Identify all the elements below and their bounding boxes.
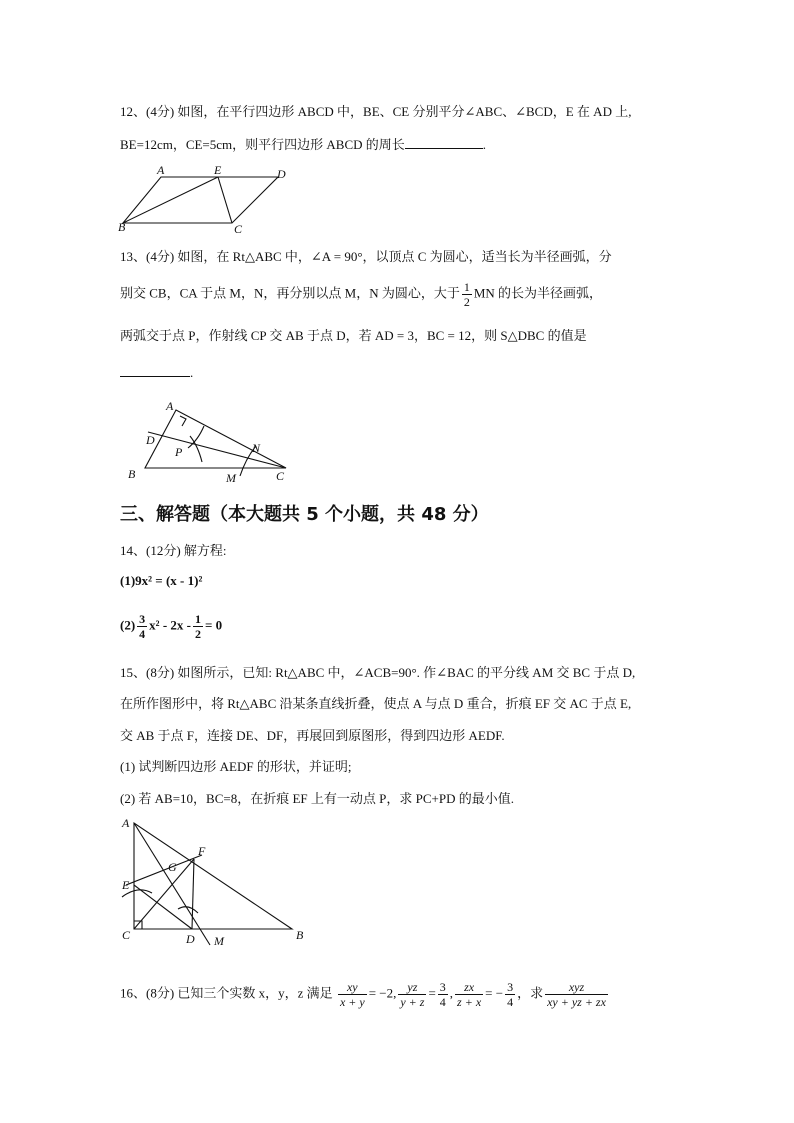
right-angle-mark	[180, 416, 186, 426]
label-g: G	[168, 860, 177, 874]
label-c: C	[122, 928, 131, 942]
eq2-middle: x² - 2x -	[149, 617, 191, 633]
fraction-denominator: 2	[463, 295, 470, 309]
fraction-3-4-neg	[505, 980, 515, 1009]
section-title: 三、解答题（本大题共 5 个小题，共 48 分）	[120, 504, 489, 525]
fraction-denominator: 4	[439, 995, 446, 1009]
fraction-3-4	[137, 612, 147, 641]
q15-line2: 在所作图形中，将 Rt△ABC 沿某条直线折叠，使点 A 与点 D 重合，折痕 EF 交 AC 于点 E,	[120, 696, 632, 711]
fraction-numerator: 1	[463, 280, 470, 294]
q16-prefix: 16、(8分) 已知三个实数 x，y，z 满足	[120, 985, 333, 1001]
fraction-denominator: 2	[194, 627, 201, 641]
fraction-xy	[338, 980, 367, 1009]
fraction-1-2	[193, 612, 203, 641]
q12-line2-end: .	[482, 137, 487, 152]
q15-line4: (1) 试判断四边形 AEDF 的形状，并证明;	[120, 759, 352, 774]
eq2-prefix: (2)	[120, 617, 136, 633]
label-f: F	[198, 844, 206, 858]
label-b: B	[296, 928, 304, 942]
label-c: C	[234, 222, 243, 236]
label-d: D	[277, 167, 286, 181]
fraction-numerator: 1	[194, 612, 201, 626]
label-c: C	[276, 469, 285, 483]
ray-cd	[148, 432, 286, 468]
q12-line2-text: BE=12cm，CE=5cm，则平行四边形 ABCD 的周长	[120, 137, 405, 152]
q16-sep: ,	[449, 985, 454, 1001]
eq2-end: = 0	[204, 617, 223, 633]
segment-be	[123, 177, 218, 223]
q13-line1: 13、(4分) 如图，在 Rt△ABC 中，∠A = 90°，以顶点 C 为圆心，适当长为半径画弧，分	[120, 249, 612, 264]
parallelogram-figure	[118, 165, 298, 235]
fraction-denominator: xy + yz + zx	[547, 995, 606, 1009]
label-m: M	[226, 471, 236, 485]
fraction-denominator: 4	[507, 995, 514, 1009]
label-e: E	[122, 878, 130, 892]
fraction-zx	[455, 980, 483, 1009]
label-b: B	[128, 467, 136, 481]
fraction-3-4	[438, 980, 448, 1009]
q14-eq1: (1)9x² = (x - 1)²	[120, 573, 203, 588]
label-p: P	[175, 445, 183, 459]
label-d: D	[186, 932, 195, 946]
right-triangle-figure	[128, 396, 318, 486]
q16-value2: =	[428, 985, 436, 1001]
fraction-yz	[398, 980, 426, 1009]
label-a: A	[122, 816, 130, 830]
q12-line2	[120, 134, 486, 155]
q13-line3: 两弧交于点 P，作射线 CP 交 AB 于点 D，若 AD = 3，BC = 12，则 S△DBC 的值是	[120, 328, 587, 343]
fraction-numerator: 3	[507, 980, 514, 994]
q15-line5: (2) 若 AB=10，BC=8，在折痕 EF 上有一动点 P，求 PC+PD 的最小值.	[120, 791, 514, 806]
q16-value3: = −	[485, 985, 504, 1001]
q13-line4-end: .	[190, 365, 194, 380]
fraction-denominator: x + y	[339, 995, 365, 1009]
q13-line2a: 别交 CB，CA 于点 M，N，再分别以点 M，N 为圆心，大于	[120, 285, 460, 301]
fraction-numerator: 3	[439, 980, 446, 994]
triangle-acb	[134, 823, 292, 929]
q13-line2	[120, 280, 602, 309]
q15-line1: 15、(8分) 如图所示，已知: Rt△ABC 中，∠ACB=90°. 作∠BAC 的平分线 AM 交 BC 于点 D,	[120, 665, 636, 680]
q13-line4	[120, 362, 193, 383]
segment-ce	[218, 177, 232, 223]
label-b: B	[118, 220, 126, 234]
fraction-denominator: 4	[139, 627, 146, 641]
fraction-target	[545, 980, 608, 1009]
fraction-numerator: xy	[338, 980, 367, 995]
q14-eq2	[120, 612, 222, 641]
fraction-denominator: y + z	[400, 995, 425, 1009]
label-a: A	[157, 163, 165, 177]
triangle-abc	[145, 410, 286, 468]
fraction-denominator: z + x	[457, 995, 482, 1009]
label-a: A	[166, 399, 174, 413]
q12-line1: 12、(4分) 如图，在平行四边形 ABCD 中，BE、CE 分别平分∠ABC、∠BCD，E 在 AD 上,	[120, 104, 632, 119]
fraction-numerator: 3	[139, 612, 146, 626]
q14-line1: 14、(12分) 解方程:	[120, 543, 227, 558]
fraction-numerator: yz	[398, 980, 426, 995]
fraction-numerator: xyz	[545, 980, 608, 995]
label-e: E	[214, 163, 222, 177]
fraction-numerator: zx	[455, 980, 483, 995]
q16-value1: = −2,	[368, 985, 397, 1001]
fraction-half	[462, 280, 472, 309]
answer-blank	[405, 134, 483, 149]
label-n: N	[252, 441, 261, 455]
q16-ask: ，求	[517, 985, 544, 1001]
fold-triangle-figure	[118, 815, 318, 948]
q16-line	[120, 980, 610, 1009]
label-m: M	[214, 934, 224, 948]
label-d: D	[146, 433, 155, 447]
q15-line3: 交 AB 于点 F，连接 DE、DF，再展回到原图形，得到四边形 AEDF.	[120, 728, 505, 743]
answer-blank	[120, 362, 190, 377]
fold-line-ef	[126, 855, 202, 885]
q13-line2b: MN 的长为半径画弧，	[473, 285, 603, 301]
parallelogram-abcd	[123, 177, 278, 223]
